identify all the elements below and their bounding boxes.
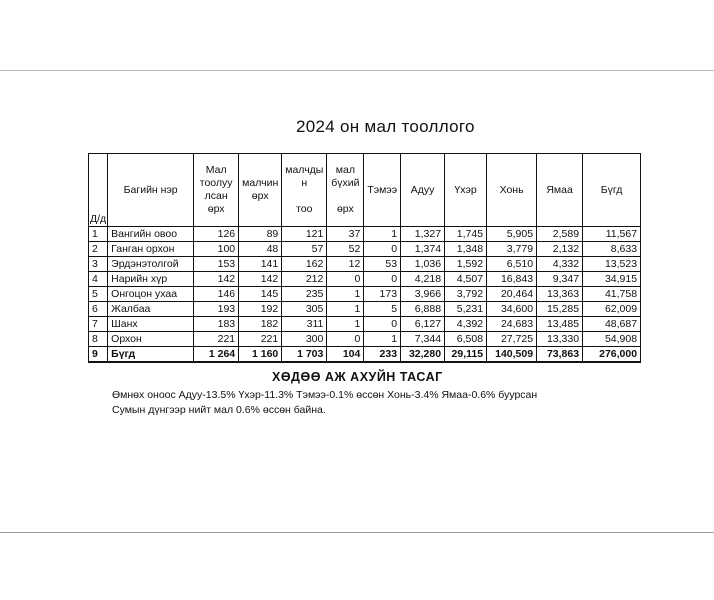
cell-horse: 32,280 (401, 347, 445, 363)
cell-camel: 0 (364, 242, 401, 257)
cell-herder-households: 89 (239, 227, 282, 242)
cell-herder-count: 300 (282, 332, 327, 347)
cell-total: 8,633 (583, 242, 641, 257)
cell-sheep: 34,600 (487, 302, 537, 317)
cell-counted-households: 183 (194, 317, 239, 332)
cell-goat: 13,330 (537, 332, 583, 347)
cell-counted-households: 100 (194, 242, 239, 257)
scan-top-rule (0, 70, 714, 71)
cell-sheep: 16,843 (487, 272, 537, 287)
cell-row-number: 1 (89, 227, 108, 242)
table-row (89, 257, 641, 272)
header-camel: Тэмээ (364, 154, 401, 227)
cell-sheep: 140,509 (487, 347, 537, 363)
cell-row-number: 6 (89, 302, 108, 317)
cell-sheep: 24,683 (487, 317, 537, 332)
cell-herder-households: 221 (239, 332, 282, 347)
table-row (89, 272, 641, 287)
cell-cattle: 5,231 (445, 302, 487, 317)
header-goat: Ямаа (537, 154, 583, 227)
cell-total: 48,687 (583, 317, 641, 332)
cell-herder-count: 162 (282, 257, 327, 272)
cell-camel: 0 (364, 317, 401, 332)
header-total: Бүгд (583, 154, 641, 227)
header-bag-name: Багийн нэр (108, 154, 194, 227)
cell-goat: 73,863 (537, 347, 583, 363)
scan-bottom-rule (0, 532, 714, 533)
header-counted-households: Мал тоолуу лсан өрх (194, 154, 239, 227)
table-row (89, 227, 641, 242)
cell-row-number: 3 (89, 257, 108, 272)
cell-camel: 1 (364, 227, 401, 242)
cell-bag-name: Жалбаа (108, 302, 194, 317)
cell-herder-count: 121 (282, 227, 327, 242)
table-row (89, 317, 641, 332)
header-horse: Адуу (401, 154, 445, 227)
page-title: 2024 он мал тооллого (296, 117, 475, 136)
cell-herder-count: 1 703 (282, 347, 327, 363)
cell-livestock-households: 1 (327, 317, 364, 332)
cell-cattle: 1,745 (445, 227, 487, 242)
summary-note-line-1: Өмнөх оноос Адуу-13.5% Үхэр-11.3% Тэмээ-0.1% өссөн Хонь-3.4% Ямаа-0.6% буурсан (112, 389, 538, 401)
cell-sheep: 27,725 (487, 332, 537, 347)
cell-livestock-households: 104 (327, 347, 364, 363)
header-livestock-households: мал бүхий өрх (327, 154, 364, 227)
cell-livestock-households: 52 (327, 242, 364, 257)
cell-horse: 1,327 (401, 227, 445, 242)
header-herder-count: малчды н тоо (282, 154, 327, 227)
cell-bag-name: Орхон (108, 332, 194, 347)
cell-livestock-households: 1 (327, 287, 364, 302)
cell-total: 62,009 (583, 302, 641, 317)
cell-goat: 4,332 (537, 257, 583, 272)
cell-livestock-households: 12 (327, 257, 364, 272)
table-row (89, 302, 641, 317)
header-row (89, 154, 641, 227)
cell-herder-households: 1 160 (239, 347, 282, 363)
cell-camel: 53 (364, 257, 401, 272)
cell-herder-households: 141 (239, 257, 282, 272)
livestock-census-table (88, 153, 641, 363)
cell-livestock-households: 0 (327, 272, 364, 287)
cell-livestock-households: 37 (327, 227, 364, 242)
cell-bag-name: Онгоцон ухаа (108, 287, 194, 302)
cell-livestock-households: 0 (327, 332, 364, 347)
cell-counted-households: 193 (194, 302, 239, 317)
cell-bag-name: Нарийн хүр (108, 272, 194, 287)
cell-total: 13,523 (583, 257, 641, 272)
cell-total: 34,915 (583, 272, 641, 287)
cell-herder-count: 311 (282, 317, 327, 332)
cell-sheep: 3,779 (487, 242, 537, 257)
section-heading: ХӨДӨӨ АЖ АХУЙН ТАСАГ (272, 370, 443, 384)
cell-row-number: 2 (89, 242, 108, 257)
cell-counted-households: 221 (194, 332, 239, 347)
cell-herder-count: 212 (282, 272, 327, 287)
cell-cattle: 3,792 (445, 287, 487, 302)
cell-sheep: 20,464 (487, 287, 537, 302)
cell-total: 41,758 (583, 287, 641, 302)
total-row (89, 347, 641, 363)
cell-herder-count: 57 (282, 242, 327, 257)
header-dd: Д/д (89, 154, 108, 227)
table-row (89, 332, 641, 347)
cell-goat: 9,347 (537, 272, 583, 287)
cell-camel: 5 (364, 302, 401, 317)
cell-goat: 13,363 (537, 287, 583, 302)
cell-horse: 6,888 (401, 302, 445, 317)
cell-camel: 0 (364, 272, 401, 287)
cell-total: 54,908 (583, 332, 641, 347)
table-body (89, 227, 641, 363)
header-herder-households: малчин өрх (239, 154, 282, 227)
cell-counted-households: 126 (194, 227, 239, 242)
cell-counted-households: 142 (194, 272, 239, 287)
header-cattle: Үхэр (445, 154, 487, 227)
cell-counted-households: 1 264 (194, 347, 239, 363)
cell-horse: 7,344 (401, 332, 445, 347)
cell-herder-count: 305 (282, 302, 327, 317)
cell-cattle: 29,115 (445, 347, 487, 363)
cell-bag-name: Вангийн овоо (108, 227, 194, 242)
table-row (89, 242, 641, 257)
cell-horse: 1,036 (401, 257, 445, 272)
cell-herder-households: 142 (239, 272, 282, 287)
cell-goat: 13,485 (537, 317, 583, 332)
cell-herder-households: 145 (239, 287, 282, 302)
cell-horse: 6,127 (401, 317, 445, 332)
cell-goat: 15,285 (537, 302, 583, 317)
cell-herder-households: 192 (239, 302, 282, 317)
cell-horse: 3,966 (401, 287, 445, 302)
cell-row-number: 9 (89, 347, 108, 363)
cell-herder-households: 182 (239, 317, 282, 332)
cell-row-number: 8 (89, 332, 108, 347)
cell-livestock-households: 1 (327, 302, 364, 317)
cell-bag-name: Ганган орхон (108, 242, 194, 257)
table-row (89, 287, 641, 302)
header-sheep: Хонь (487, 154, 537, 227)
cell-camel: 173 (364, 287, 401, 302)
cell-herder-households: 48 (239, 242, 282, 257)
cell-row-number: 4 (89, 272, 108, 287)
cell-cattle: 1,592 (445, 257, 487, 272)
cell-bag-name: Шанх (108, 317, 194, 332)
cell-herder-count: 235 (282, 287, 327, 302)
cell-cattle: 6,508 (445, 332, 487, 347)
cell-goat: 2,589 (537, 227, 583, 242)
cell-total: 11,567 (583, 227, 641, 242)
cell-camel: 233 (364, 347, 401, 363)
cell-horse: 1,374 (401, 242, 445, 257)
cell-goat: 2,132 (537, 242, 583, 257)
cell-bag-name: Бүгд (108, 347, 194, 363)
cell-sheep: 5,905 (487, 227, 537, 242)
cell-camel: 1 (364, 332, 401, 347)
cell-cattle: 4,507 (445, 272, 487, 287)
cell-bag-name: Эрдэнэтолгой (108, 257, 194, 272)
cell-cattle: 4,392 (445, 317, 487, 332)
cell-row-number: 5 (89, 287, 108, 302)
cell-counted-households: 146 (194, 287, 239, 302)
cell-total: 276,000 (583, 347, 641, 363)
cell-cattle: 1,348 (445, 242, 487, 257)
cell-counted-households: 153 (194, 257, 239, 272)
cell-sheep: 6,510 (487, 257, 537, 272)
cell-row-number: 7 (89, 317, 108, 332)
cell-horse: 4,218 (401, 272, 445, 287)
summary-note-line-2: Сумын дүнгээр нийт мал 0.6% өссөн байна. (112, 404, 326, 416)
